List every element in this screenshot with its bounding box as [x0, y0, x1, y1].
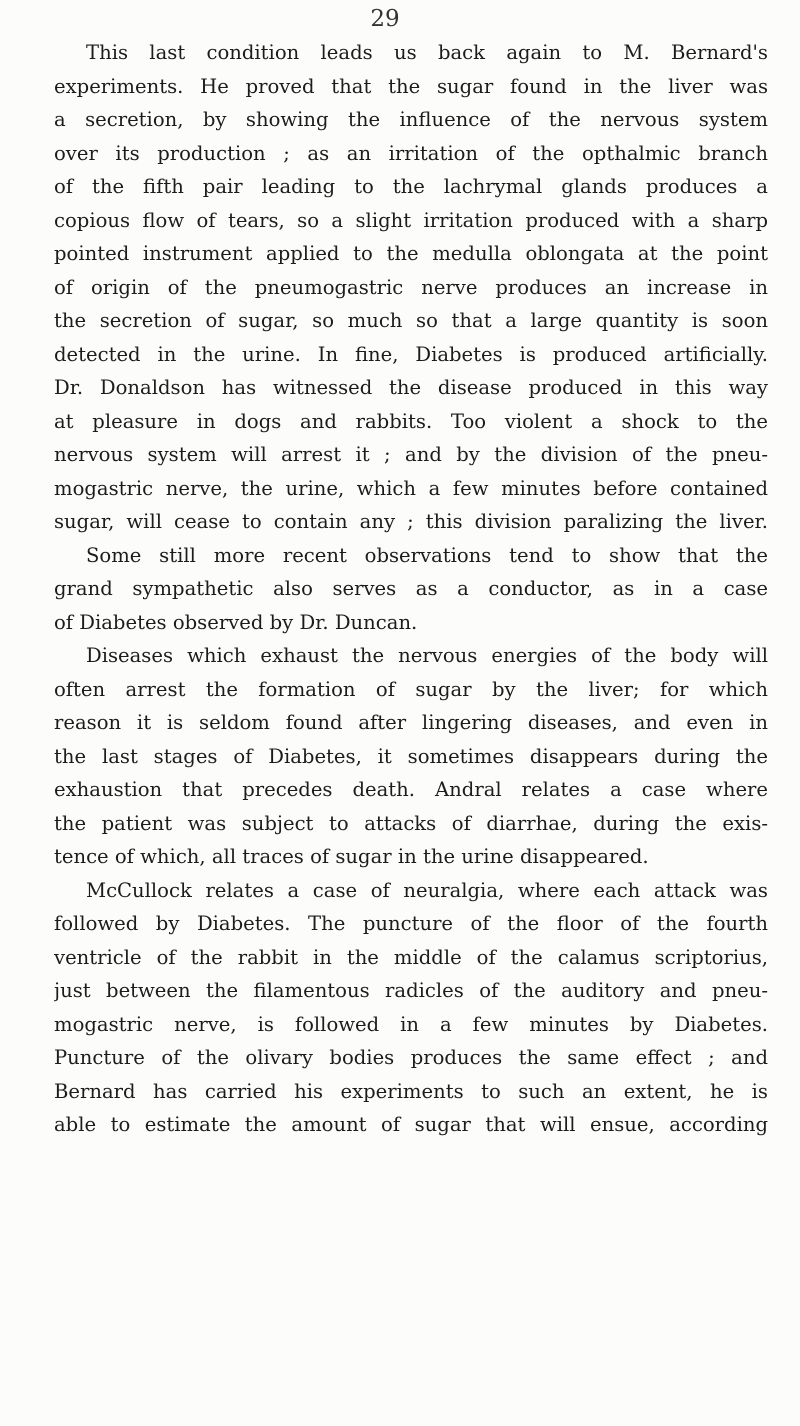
text-line: Dr. Donaldson has witnessed the disease produced in this way — [54, 376, 768, 399]
text-line: copious flow of tears, so a slight irritation produced with a sharp — [54, 208, 768, 232]
text-line: often arrest the formation of sugar by the liver; for which — [54, 677, 768, 701]
body-text — [54, 36, 768, 1142]
text-line: just between the filamentous radicles of the auditory and pneu- — [54, 979, 768, 1002]
text-line: grand sympathetic also serves as a conductor, as in a case — [54, 577, 768, 600]
text-line: experiments. He proved that the sugar found in the liver was — [54, 74, 768, 98]
text-line: mogastric nerve, is followed in a few minutes by Diabetes. — [54, 1012, 768, 1036]
text-line: McCullock relates a case of neuralgia, where each attack was — [86, 878, 768, 902]
text-line: reason it is seldom found after lingering diseases, and even in — [54, 711, 768, 734]
text-line: mogastric nerve, the urine, which a few minutes before contained — [54, 476, 768, 500]
text-line: Some still more recent observations tend to show that the — [86, 543, 768, 567]
text-line: over its production ; as an irritation of the opthalmic branch — [54, 141, 768, 165]
text-line: pointed instrument applied to the medulla oblongata at the point — [54, 242, 768, 265]
text-line: Diseases which exhaust the nervous energies of the body will — [86, 644, 768, 667]
text-line: the patient was subject to attacks of diarrhae, during the exis- — [54, 811, 768, 835]
text-line: Puncture of the olivary bodies produces the same effect ; and — [54, 1046, 768, 1069]
text-line: This last condition leads us back again to M. Bernard's — [86, 41, 768, 64]
text-line: of Diabetes observed by Dr. Duncan. — [54, 610, 418, 634]
text-line: followed by Diabetes. The puncture of the floor of the fourth — [54, 912, 768, 935]
text-line: sugar, will cease to contain any ; this division paralizing the liver. — [54, 510, 768, 533]
text-line: at pleasure in dogs and rabbits. Too violent a shock to the — [54, 409, 768, 433]
text-line: nervous system will arrest it ; and by the division of the pneu- — [54, 443, 768, 466]
text-line: exhaustion that precedes death. Andral relates a case where — [54, 778, 768, 801]
text-line: Bernard has carried his experiments to such an extent, he is — [54, 1079, 768, 1103]
text-line: ventricle of the rabbit in the middle of the calamus scriptorius, — [54, 945, 768, 969]
text-line: the last stages of Diabetes, it sometimes disappears during the — [54, 744, 768, 768]
text-line: able to estimate the amount of sugar that will ensue, according — [54, 1113, 768, 1136]
text-line: a secretion, by showing the influence of the nervous system — [54, 108, 768, 131]
text-line: of the fifth pair leading to the lachrymal glands produces a — [54, 175, 768, 198]
text-line: detected in the urine. In fine, Diabetes is produced artificially. — [54, 342, 768, 366]
text-line: the secretion of sugar, so much so that a large quantity is soon — [54, 309, 768, 332]
text-line: tence of which, all traces of sugar in the urine disappeared. — [54, 845, 649, 868]
page-number: 29 — [370, 6, 400, 32]
text-line: of origin of the pneumogastric nerve produces an increase in — [54, 275, 768, 299]
